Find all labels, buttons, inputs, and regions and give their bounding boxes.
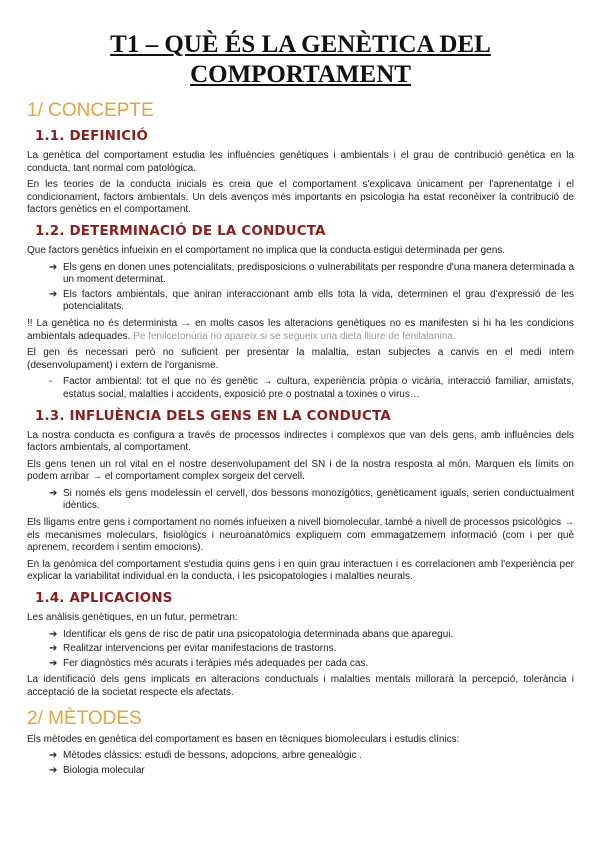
list-item [49, 262, 574, 287]
paragraph: La nostra conducta es configura a través de processos indirectes i complexos que van dels gens, amb influències dels factors ambientals, al comportament. [27, 429, 574, 454]
paragraph: En la genòmica del comportament s'estudia quins gens i en quin grau interactuen i es correlacionen amb l'experiència per explicar la variabilitat individual en la conducta, i les psicopatologies i malalties neurals. [27, 558, 574, 583]
subsection-heading-aplicacions: 1.4. APLICACIONS [35, 591, 173, 607]
list-item [49, 376, 574, 401]
list-item [49, 289, 574, 314]
list-item [49, 750, 574, 763]
subsection-heading-determinacio: 1.2. DETERMINACIÓ DE LA CONDUCTA [35, 223, 326, 239]
paragraph: La genètica del comportament estudia les influències genètiques i ambientals i el grau de contribució genètica en la conducta, tant normal com patològica. [27, 150, 574, 174]
arrow-bullet-icon: ➔ [49, 628, 58, 640]
paragraph: Les anàlisis genètiques, en un futur, permetran: [27, 612, 238, 624]
arrow-bullet-icon: ➔ [49, 750, 58, 762]
arrow-bullet-icon: ➔ [49, 764, 58, 776]
example-note: Pe fenilcetonúria no apareix si se segueix una dieta lliure de fenilalanina. [133, 330, 456, 342]
arrow-list [27, 262, 574, 314]
paragraph-main-text: !! La genètica no és determinista → en molts casos les alteracions genètiques no es manifesten si hi ha les condicions ambientals adequades. [27, 317, 574, 342]
list-item [49, 488, 574, 513]
list-item-text: Realitzar intervencions per evitar manifestacions de trastorns. [63, 643, 337, 655]
list-item-text: Factor ambiental: tot el que no és genètic → cultura, experiència pròpia o vicària, interacció familiar, amistats, estatus social, malalties i accidents, exposició pre o postnatal a toxines o virus… [63, 376, 574, 400]
list-item [49, 629, 574, 642]
subsection-heading-influencia: 1.3. INFLUÈNCIA DELS GENS EN LA CONDUCTA [35, 408, 391, 424]
document-title: T1 – QUÈ ÉS LA GENÈTICA DEL COMPORTAMENT [110, 31, 491, 88]
dash-bullet-icon: - [49, 376, 53, 388]
list-item-text: Si només els gens modelessin el cervell, dos bessons monozigòtics, genèticament iguals, serien conductualment idèntics. [63, 487, 574, 512]
arrow-bullet-icon: ➔ [49, 657, 58, 669]
paragraph: Els lligams entre gens i comportament no només infueixen a nivell biomolecular, també a nivell de processos psicològics → els mecanismes moleculars, fisiològics i neuroanatòmics expliquem com emmagatzemem informació (com i per què aprenem, recordem i sentim emocions). [27, 517, 574, 554]
dash-list [27, 376, 574, 401]
list-item [49, 643, 574, 656]
paragraph: Els mètodes en genètica del comportament es basen en tècniques biomoleculars i estudis clínics: [27, 733, 460, 745]
paragraph: La identificació dels gens implicats en alteracions conductuals i malalties mentals millorarà la percepció, tolerància i acceptació de la societat respecte els afectats. [27, 674, 574, 698]
paragraph [27, 318, 574, 343]
paragraph: En les teories de la conducta inicials es creia que el comportament s'explicava únicament per l'aprenentatge i el condicionament, factors ambientals. Un dels avenços més importants en psicologia ha estat reconèixer la contribució de factors genètics en el comportament. [27, 179, 574, 216]
paragraph: Els gens tenen un rol vital en el nostre desenvolupament del SN i de la nostra resposta al món. Marquen els límits on podem arribar → el comportament complex sorgeix del cervell. [27, 458, 574, 483]
arrow-list [27, 629, 574, 671]
list-item [49, 765, 574, 778]
arrow-list [27, 488, 574, 513]
list-item-text: Biologia molecular [63, 764, 145, 776]
paragraph: El gen és necessari però no suficient per presentar la malaltia, estan subjectes a canvis en el medi intern (desenvolupament) i extern de l'organisme. [27, 347, 574, 371]
list-item-text: Fer diagnòstics més acurats i teràpies més adequades per cada cas. [63, 657, 369, 669]
paragraph: Que factors genètics infueixin en el comportament no implica que la conducta estigui determinada per gens. [27, 244, 506, 256]
list-item-text: Mètodes clàssics: estudi de bessons, adopcions, arbre genealògic . [63, 750, 363, 762]
list-item-text: Els gens en donen unes potencialitats, predisposicions o vulnerabilitats per respondre d'una manera determinada a un moment determinat. [63, 261, 574, 286]
list-item [49, 658, 574, 671]
arrow-list [27, 750, 574, 777]
list-item-text: Els factors ambientals, que aniran interaccionant amb ells tota la vida, determinen el grau d'expressió de les potencialitats. [63, 288, 574, 313]
section-heading-concepte: 1/ CONCEPTE [27, 100, 154, 121]
section-heading-metodes: 2/ MÈTODES [27, 707, 142, 729]
subsection-heading-definicio: 1.1. DEFINICIÓ [35, 129, 149, 144]
list-item-text: Identificar els gens de risc de patir una psicopatologia determinada abans que aparegui. [63, 628, 454, 640]
arrow-bullet-icon: ➔ [49, 288, 58, 300]
arrow-bullet-icon: ➔ [49, 643, 58, 655]
arrow-bullet-icon: ➔ [49, 261, 58, 273]
arrow-bullet-icon: ➔ [49, 487, 58, 499]
